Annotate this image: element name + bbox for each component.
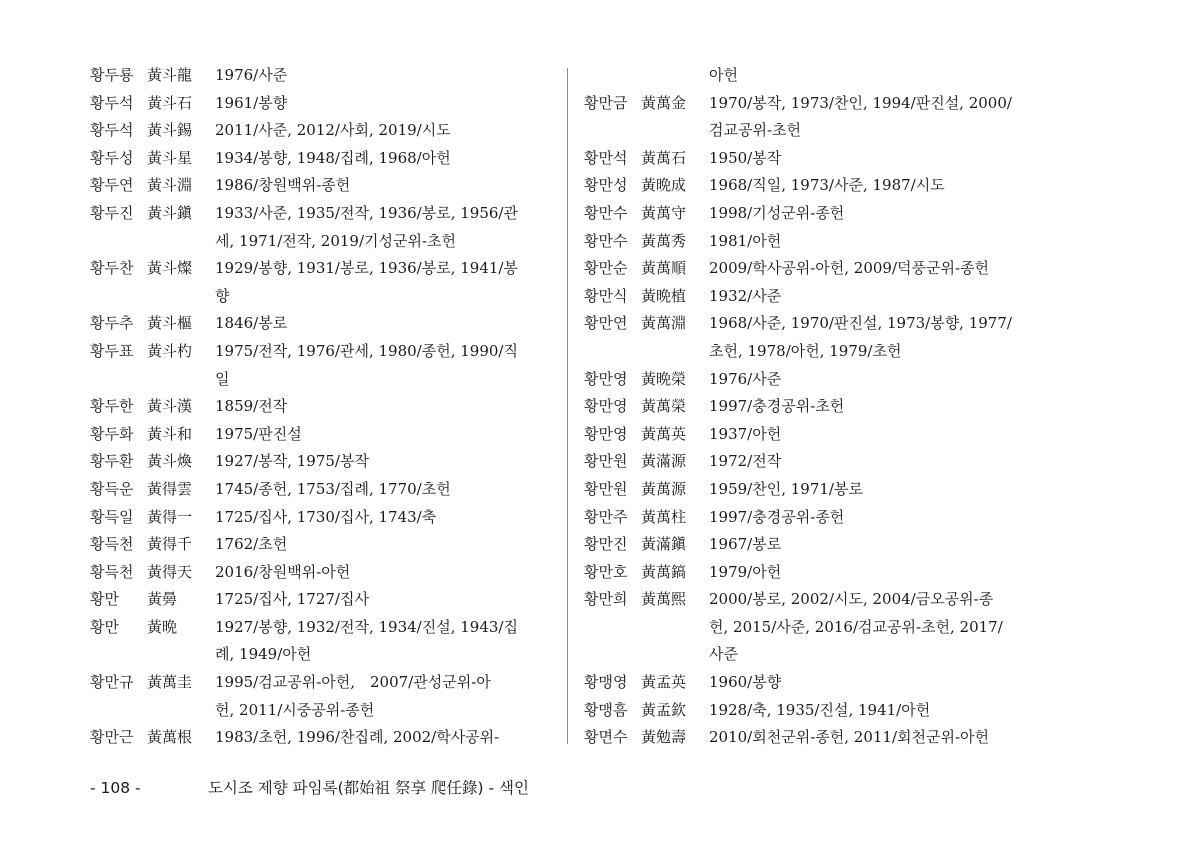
entry-name: 황만석 xyxy=(584,148,628,167)
entry-name: 황두석 xyxy=(90,93,134,112)
entry-name: 황만 xyxy=(90,617,119,636)
entry-name: 황만영 xyxy=(584,397,628,416)
entry-detail: 1975/판진설 xyxy=(215,424,302,443)
entry-name: 황득천 xyxy=(90,562,134,581)
index-entry xyxy=(584,366,1054,394)
entry-detail: 1762/초헌 xyxy=(215,535,288,554)
entry-hanja: 黃萬英 xyxy=(641,424,687,443)
entry-detail: 1967/봉로 xyxy=(709,535,782,554)
entry-hanja: 黃得天 xyxy=(147,562,193,581)
entry-name: 황득일 xyxy=(90,507,134,526)
entry-name: 황만연 xyxy=(584,314,628,333)
entry-hanja: 黃萬淵 xyxy=(641,314,687,333)
entry-name: 황만영 xyxy=(584,424,628,443)
entry-hanja: 黃滿源 xyxy=(641,452,687,471)
entry-detail: 1725/집사, 1727/집사 xyxy=(215,590,369,609)
entry-name: 황두환 xyxy=(90,452,134,471)
index-entry xyxy=(90,90,560,118)
index-entry xyxy=(584,228,1054,256)
entry-detail: 2010/회천군위-종헌, 2011/회천군위-아헌 xyxy=(709,728,990,747)
entry-name: 황만근 xyxy=(90,728,134,747)
entry-hanja: 黃斗杓 xyxy=(147,341,193,360)
index-entry xyxy=(584,586,1054,669)
index-entry xyxy=(90,669,560,724)
entry-name: 황만순 xyxy=(584,259,628,278)
index-entry xyxy=(584,90,1054,145)
entry-name: 황면수 xyxy=(584,728,628,747)
entry-hanja: 黃㬅 xyxy=(147,590,178,609)
entry-hanja: 黃滿鎭 xyxy=(641,535,687,554)
index-entry xyxy=(90,62,560,90)
index-entry xyxy=(90,310,560,338)
index-entry xyxy=(584,145,1054,173)
entry-detail: 2016/창원백위-아헌 xyxy=(215,562,351,581)
entry-detail: 1961/봉향 xyxy=(215,93,288,112)
index-entry xyxy=(584,393,1054,421)
entry-hanja: 黃晩植 xyxy=(641,286,687,305)
entry-hanja: 黃萬圭 xyxy=(147,673,193,692)
entry-hanja: 黃斗淵 xyxy=(147,176,193,195)
entry-hanja xyxy=(641,62,709,90)
entry-hanja: 黃孟英 xyxy=(641,673,687,692)
entry-hanja: 黃斗燦 xyxy=(147,259,193,278)
entry-hanja: 黃萬源 xyxy=(641,479,687,498)
entry-name: 황만희 xyxy=(584,590,628,609)
entry-name: 황맹흠 xyxy=(584,700,628,719)
entry-hanja: 黃得雲 xyxy=(147,479,193,498)
index-entry xyxy=(90,117,560,145)
entry-detail: 1995/검교공위-아헌, 2007/관성군위-아 헌, 2011/시중공위-종헌 xyxy=(215,673,491,719)
page-number: - 108 - xyxy=(90,779,141,797)
entry-name: 황만원 xyxy=(584,479,628,498)
entry-hanja: 黃萬秀 xyxy=(641,231,687,250)
index-entry xyxy=(584,310,1054,365)
entry-detail: 1937/아헌 xyxy=(709,424,782,443)
index-entry xyxy=(584,724,1054,752)
entry-detail: 1986/창원백위-종헌 xyxy=(215,176,351,195)
entry-name: 황두연 xyxy=(90,176,134,195)
entry-name: 황득천 xyxy=(90,535,134,554)
entry-name: 황만 xyxy=(90,590,119,609)
entry-detail: 1972/전작 xyxy=(709,452,782,471)
entry-name: 황두성 xyxy=(90,148,134,167)
entry-name: 황두화 xyxy=(90,424,134,443)
entry-detail: 1970/봉작, 1973/찬인, 1994/판진설, 2000/ 검교공위-초헌 xyxy=(709,93,1012,140)
entry-hanja: 黃斗煥 xyxy=(147,452,193,471)
entry-name: 황득운 xyxy=(90,479,134,498)
entry-detail: 1998/기성군위-종헌 xyxy=(709,203,845,222)
index-entry xyxy=(584,255,1054,283)
entry-detail: 1960/봉향 xyxy=(709,673,782,692)
entry-hanja: 黃萬順 xyxy=(641,259,687,278)
entry-name: 황만식 xyxy=(584,286,628,305)
entry-detail: 2000/봉로, 2002/시도, 2004/금오공위-종 헌, 2015/사준, 2016/검교공위-초헌, 2017/ 사준 xyxy=(709,590,1003,664)
index-entry xyxy=(90,200,560,255)
entry-name: 황만원 xyxy=(584,452,628,471)
entry-detail: 아헌 xyxy=(709,66,738,84)
entry-hanja: 黃萬熙 xyxy=(641,590,687,609)
entry-hanja: 黃斗樞 xyxy=(147,314,193,333)
entry-detail: 1997/충경공위-종헌 xyxy=(709,507,845,526)
index-entry xyxy=(90,586,560,614)
entry-hanja: 黃萬鎬 xyxy=(641,562,687,581)
entry-name: 황만규 xyxy=(90,673,134,692)
entry-detail: 1981/아헌 xyxy=(709,231,782,250)
entry-hanja: 黃斗龍 xyxy=(147,66,193,84)
entry-detail: 1983/초헌, 1996/찬집례, 2002/학사공위- xyxy=(215,728,500,747)
entry-hanja: 黃萬榮 xyxy=(641,397,687,416)
index-entry xyxy=(90,448,560,476)
entry-hanja: 黃斗石 xyxy=(147,93,193,112)
entry-detail: 1950/봉작 xyxy=(709,148,782,167)
index-entry xyxy=(90,172,560,200)
entry-name: 황맹영 xyxy=(584,673,628,692)
entry-detail: 1933/사준, 1935/전작, 1936/봉로, 1956/관 세, 1971/전작, 2019/기성군위-초헌 xyxy=(215,203,518,250)
entry-detail: 2011/사준, 2012/사회, 2019/시도 xyxy=(215,121,451,140)
index-entry xyxy=(584,531,1054,559)
index-entry xyxy=(90,724,560,752)
entry-name: 황만영 xyxy=(584,369,628,388)
entry-name: 황만수 xyxy=(584,231,628,250)
index-entry xyxy=(90,531,560,559)
index-entry xyxy=(90,338,560,393)
entry-name: 황두룡 xyxy=(90,66,134,84)
index-entry xyxy=(90,559,560,587)
entry-hanja: 黃萬石 xyxy=(641,148,687,167)
index-entry xyxy=(584,172,1054,200)
entry-name: 황만성 xyxy=(584,176,628,195)
index-entry xyxy=(584,559,1054,587)
column-divider xyxy=(567,68,568,744)
index-entry xyxy=(90,145,560,173)
index-entry xyxy=(90,255,560,310)
entry-detail: 1929/봉향, 1931/봉로, 1936/봉로, 1941/봉 향 xyxy=(215,259,518,305)
document-title: 도시조 제향 파임록(都始祖 祭享 爬任錄) - 색인 xyxy=(207,779,529,797)
entry-detail: 1927/봉향, 1932/전작, 1934/진설, 1943/집 례, 1949/아헌 xyxy=(215,617,518,664)
entry-hanja: 黃晩 xyxy=(147,617,178,636)
entry-name: 황만금 xyxy=(584,93,628,112)
index-entry xyxy=(584,62,1054,90)
entry-name: 황두진 xyxy=(90,203,134,222)
entry-detail: 1846/봉로 xyxy=(215,314,288,333)
index-entry xyxy=(584,504,1054,532)
index-entry xyxy=(90,504,560,532)
entry-detail: 1968/사준, 1970/판진설, 1973/봉향, 1977/ 초헌, 1978/아헌, 1979/초헌 xyxy=(709,314,1012,360)
entry-hanja: 黃萬根 xyxy=(147,728,193,747)
index-entry xyxy=(584,448,1054,476)
entry-detail: 1975/전작, 1976/관세, 1980/종헌, 1990/직 일 xyxy=(215,341,518,388)
entry-hanja: 黃斗漢 xyxy=(147,397,193,416)
index-entry xyxy=(584,200,1054,228)
entry-name: 황두한 xyxy=(90,397,134,416)
entry-name: 황두추 xyxy=(90,314,134,333)
entry-name: 황만호 xyxy=(584,562,628,581)
entry-detail: 1928/축, 1935/진설, 1941/아헌 xyxy=(709,700,931,719)
entry-detail: 1959/찬인, 1971/봉로 xyxy=(709,479,863,498)
index-entry xyxy=(584,476,1054,504)
entry-name: 황두찬 xyxy=(90,259,134,278)
entry-detail: 1932/사준 xyxy=(709,286,782,305)
entry-hanja: 黃斗和 xyxy=(147,424,193,443)
entry-hanja: 黃萬金 xyxy=(641,93,687,112)
index-entry xyxy=(90,421,560,449)
entry-detail: 1745/종헌, 1753/집례, 1770/초헌 xyxy=(215,479,451,498)
entry-detail: 1934/봉향, 1948/집례, 1968/아헌 xyxy=(215,148,451,167)
index-entry xyxy=(584,697,1054,725)
entry-hanja: 黃得千 xyxy=(147,535,193,554)
index-entry xyxy=(90,614,560,669)
entry-detail: 1976/사준 xyxy=(215,66,288,84)
entry-name: 황만주 xyxy=(584,507,628,526)
entry-detail: 2009/학사공위-아헌, 2009/덕풍군위-종헌 xyxy=(709,259,990,278)
entry-hanja: 黃萬柱 xyxy=(641,507,687,526)
entry-detail: 1968/직일, 1973/사준, 1987/시도 xyxy=(709,176,945,195)
page-footer xyxy=(90,776,529,798)
left-index-column xyxy=(90,62,560,752)
index-entry xyxy=(584,669,1054,697)
index-entry xyxy=(90,393,560,421)
entry-detail: 1997/충경공위-초헌 xyxy=(709,397,845,416)
entry-name: 황두표 xyxy=(90,341,134,360)
entry-detail: 1979/아헌 xyxy=(709,562,782,581)
entry-hanja: 黃斗星 xyxy=(147,148,193,167)
index-entry xyxy=(90,476,560,504)
entry-hanja: 黃得一 xyxy=(147,507,193,526)
right-index-column xyxy=(584,62,1054,752)
entry-hanja: 黃萬守 xyxy=(641,203,687,222)
entry-hanja: 黃孟欽 xyxy=(641,700,687,719)
entry-name: 황만수 xyxy=(584,203,628,222)
entry-hanja: 黃斗鎭 xyxy=(147,203,193,222)
entry-name xyxy=(584,62,641,90)
index-entry xyxy=(584,421,1054,449)
entry-detail: 1725/집사, 1730/집사, 1743/축 xyxy=(215,507,437,526)
entry-name: 황만진 xyxy=(584,535,628,554)
entry-detail: 1927/봉작, 1975/봉작 xyxy=(215,452,369,471)
entry-hanja: 黃晩榮 xyxy=(641,369,687,388)
entry-hanja: 黃晩成 xyxy=(641,176,687,195)
entry-detail: 1859/전작 xyxy=(215,397,288,416)
entry-name: 황두석 xyxy=(90,121,134,140)
index-entry xyxy=(584,283,1054,311)
entry-hanja: 黃斗錫 xyxy=(147,121,193,140)
entry-detail: 1976/사준 xyxy=(709,369,782,388)
entry-hanja: 黃勉壽 xyxy=(641,728,687,747)
